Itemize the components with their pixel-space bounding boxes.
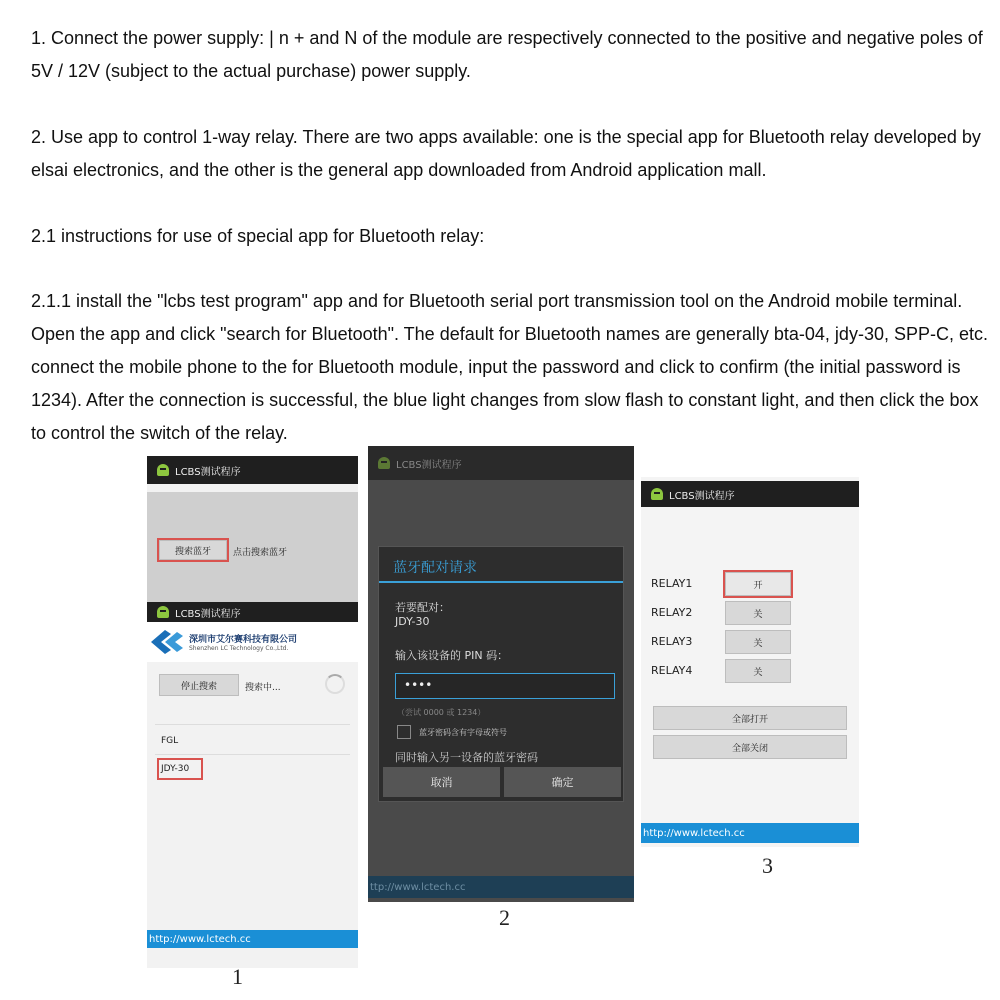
android-icon <box>651 488 663 500</box>
relay2-label: RELAY2 <box>651 606 693 619</box>
footer-url-bar[interactable]: ttp://www.lctech.cc <box>368 876 634 898</box>
pin-hint: （尝试 0000 或 1234） <box>397 708 486 717</box>
pair-with-label: 若要配对： <box>395 601 450 614</box>
footer-url-bar[interactable]: http://www.lctech.cc <box>641 823 859 843</box>
relay1-label: RELAY1 <box>651 577 693 590</box>
paragraph-power-supply: 1. Connect the power supply: | n + and N of the module are respectively connected to the positive and negative poles of 5V / 12V (subject to the actual purchase) power supply. <box>31 28 983 81</box>
paragraph-app-control: 2. Use app to control 1-way relay. There are two apps available: one is the special app for Bluetooth relay developed by elsai electronics, and the other is the general app downloaded from Android application mall. <box>31 127 981 180</box>
device-item-fgl[interactable]: FGL <box>161 736 179 746</box>
highlight-box <box>157 538 229 562</box>
open-all-button[interactable]: 全部打开 <box>653 706 847 730</box>
divider <box>155 754 350 755</box>
highlight-box <box>723 570 793 598</box>
checkbox-label: 蓝牙密码含有字母或符号 <box>419 728 507 737</box>
company-name-cn: 深圳市艾尔赛科技有限公司 <box>189 635 298 645</box>
android-icon <box>157 464 169 476</box>
app-titlebar-2 <box>147 602 358 622</box>
company-banner <box>147 622 358 662</box>
app-titlebar <box>147 456 358 484</box>
search-hint: 点击搜索蓝牙 <box>233 548 288 558</box>
pairing-dialog <box>378 546 624 802</box>
device-name: JDY-30 <box>395 615 430 628</box>
android-icon <box>157 606 169 618</box>
relay4-label: RELAY4 <box>651 664 693 677</box>
app-title: LCBS测试程序 <box>669 490 735 502</box>
screenshot-1-search <box>147 456 358 968</box>
relay3-label: RELAY3 <box>651 635 693 648</box>
company-name-en: Shenzhen LC Technology Co.,Ltd. <box>189 645 289 652</box>
footer-url-bar[interactable]: http://www.lctech.cc <box>147 930 358 948</box>
caption-1: 1 <box>232 964 243 989</box>
letters-symbols-checkbox[interactable] <box>397 725 411 739</box>
app-titlebar <box>641 481 859 507</box>
paragraph-install-steps: 2.1.1 install the "lcbs test program" app and for Bluetooth serial port transmission tool on the Android mobile terminal. Open the app and click "search for Bluetooth". The default for Bluetooth names are generally bta-04, jdy-30, SPP-C, etc. connect the mobile phone to the for Bluetooth module, input the password and click to confirm (the initial password is 1234). After the connection is successful, the blue light changes from slow flash to constant light, and then click the box to control the switch of the relay. <box>31 291 988 443</box>
screenshot-2-pairing <box>368 446 634 902</box>
pin-prompt: 输入该设备的 PIN 码： <box>395 649 509 662</box>
caption-3: 3 <box>762 853 773 878</box>
searching-status: 搜索中... <box>245 683 281 693</box>
device-item-jdy30[interactable]: JDY-30 <box>161 764 190 774</box>
screenshot-3-relay-control <box>641 477 859 847</box>
relay2-toggle-button[interactable]: 关 <box>725 601 791 625</box>
dialog-title: 蓝牙配对请求 <box>379 547 623 583</box>
close-all-button[interactable]: 全部关闭 <box>653 735 847 759</box>
company-logo-icon <box>151 630 185 654</box>
stop-search-button[interactable]: 停止搜索 <box>159 674 239 696</box>
app-title-2: LCBS测试程序 <box>175 608 241 620</box>
app-title: LCBS测试程序 <box>175 466 241 478</box>
relay4-toggle-button[interactable]: 关 <box>725 659 791 683</box>
spinner-icon <box>325 674 345 694</box>
relay3-toggle-button[interactable]: 关 <box>725 630 791 654</box>
paragraph-instructions-heading: 2.1 instructions for use of special app for Bluetooth relay: <box>31 226 485 246</box>
app-titlebar <box>368 446 634 480</box>
caption-2: 2 <box>499 905 510 930</box>
app-title: LCBS测试程序 <box>396 459 462 471</box>
divider <box>155 724 350 725</box>
cancel-button[interactable]: 取消 <box>383 767 500 797</box>
ok-button[interactable]: 确定 <box>504 767 621 797</box>
other-device-note: 同时输入另一设备的蓝牙密码 <box>395 751 538 764</box>
relay1-toggle-button[interactable]: 开 <box>725 572 791 596</box>
pin-input[interactable]: •••• <box>395 673 615 699</box>
search-bluetooth-button[interactable]: 搜索蓝牙 <box>159 540 227 560</box>
highlight-box <box>157 758 203 780</box>
android-icon <box>378 457 390 469</box>
